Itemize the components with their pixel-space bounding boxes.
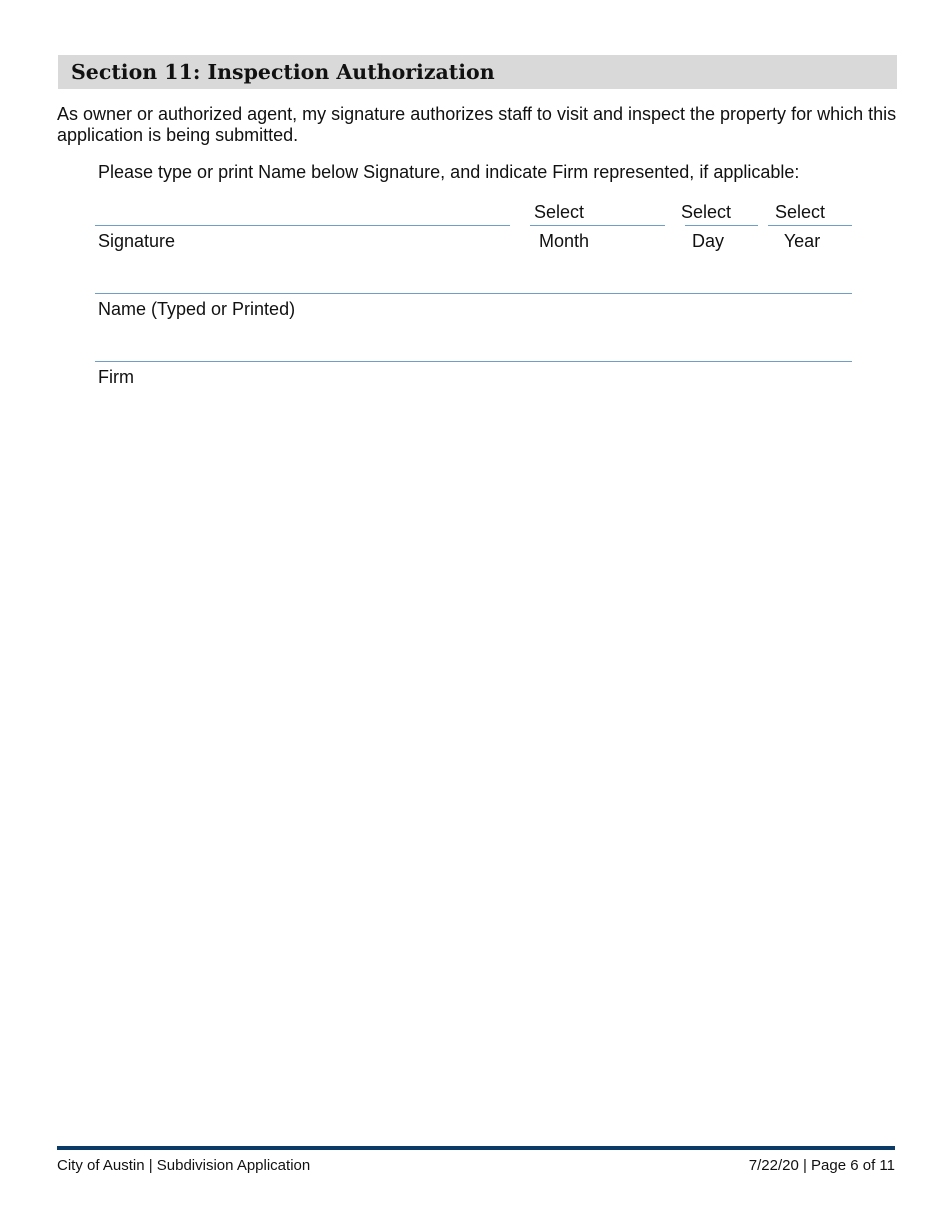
signature-field[interactable] [95, 225, 510, 226]
day-label: Day [691, 231, 724, 251]
footer-rule [57, 1146, 895, 1150]
day-select[interactable]: Select [681, 202, 732, 222]
month-field-line [530, 225, 665, 226]
year-field-line [768, 225, 852, 226]
month-label: Month [538, 231, 590, 251]
instruction-text: Please type or print Name below Signature, and indicate Firm represented, if applicable: [98, 162, 800, 182]
firm-label: Firm [98, 367, 134, 387]
footer-document-title: City of Austin | Subdivision Application [57, 1157, 311, 1174]
section-header [58, 55, 897, 89]
year-select[interactable]: Select [775, 202, 826, 222]
name-label: Name (Typed or Printed) [98, 299, 296, 319]
firm-field[interactable] [95, 361, 852, 362]
intro-paragraph: As owner or authorized agent, my signature authorizes staff to visit and inspect the property for which this application is being submitted. [57, 104, 897, 145]
section-title: Section 11: Inspection Authorization [71, 60, 495, 84]
signature-label: Signature [98, 231, 176, 251]
month-select[interactable]: Select [534, 202, 585, 222]
footer-page-info: 7/22/20 | Page 6 of 11 [748, 1157, 895, 1174]
name-field[interactable] [95, 293, 852, 294]
day-field-line [685, 225, 758, 226]
year-label: Year [783, 231, 821, 251]
